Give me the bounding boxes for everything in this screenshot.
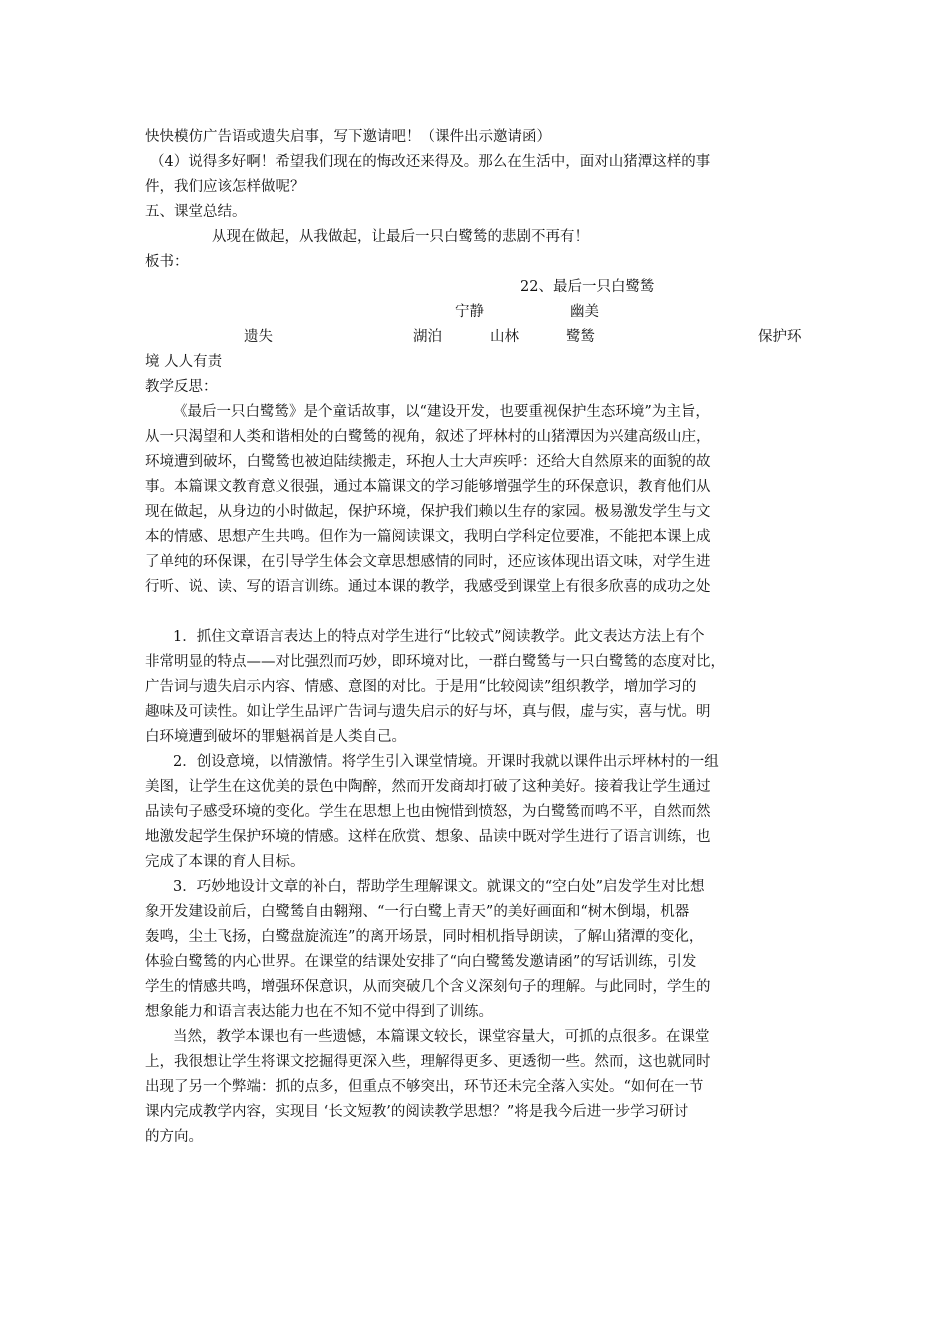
board-baohu: 保护环 — [758, 329, 802, 345]
text-line: 的方向。 — [145, 1129, 203, 1145]
text-line: 品读句子感受环境的变化。学生在思想上也由惋惜到愤怒，为白鹭鸶而鸣不平，自然而然 — [145, 804, 711, 820]
top-line-2: （4）说得多好啊！希望我们现在的悔改还来得及。那么在生活中，面对山猪潭这样的事 — [150, 154, 711, 170]
board-wrap-line: 境 人人有责 — [145, 354, 223, 370]
text-line: 完成了本课的育人目标。 — [145, 854, 305, 870]
board-title: 22、最后一只白鹭鸶 — [520, 279, 655, 295]
text-line: 出现了另一个弊端：抓的点多，但重点不够突出，环节还未完全落入实处。“如何在一节 — [145, 1079, 704, 1095]
text-line: 白环境遭到破坏的罪魁祸首是人类自己。 — [145, 729, 406, 745]
text-line: 现在做起，从身边的小时做起，保护环境，保护我们赖以生存的家园。极易激发学生与文 — [145, 504, 711, 520]
board-label: 板书： — [145, 254, 189, 270]
board-ningjing: 宁静 — [455, 304, 484, 320]
text-line: 非常明显的特点——对比强烈而巧妙，即环境对比，一群白鹭鸶与一只白鹭鸶的态度对比， — [145, 654, 725, 670]
board-lusi: 鹭鸶 — [566, 329, 595, 345]
text-line: 广告词与遗失启示内容、情感、意图的对比。于是用“比较阅读”组织教学，增加学习的 — [145, 679, 697, 695]
text-line: 当然，教学本课也有一些遗憾，本篇课文较长，课堂容量大，可抓的点很多。在课堂 — [173, 1029, 710, 1045]
text-line: 行听、说、读、写的语言训练。通过本课的教学，我感受到课堂上有很多欣喜的成功之处 — [145, 579, 711, 595]
reflection-label: 教学反思： — [145, 379, 218, 395]
text-line: 学生的情感共鸣，增强环保意识，从而突破几个含义深刻句子的理解。与此同时，学生的 — [145, 979, 711, 995]
board-hubo: 湖泊 — [413, 329, 442, 345]
text-line: 环境遭到破坏，白鹭鸶也被迫陆续搬走，环抱人士大声疾呼：还给大自然原来的面貌的故 — [145, 454, 711, 470]
section-five-heading: 五、课堂总结。 — [145, 204, 247, 220]
text-line: 事。本篇课文教育意义很强，通过本篇课文的学习能够增强学生的环保意识，教育他们从 — [145, 479, 711, 495]
text-line: 从一只渴望和人类和谐相处的白鹭鸶的视角，叙述了坪林村的山猪潭因为兴建高级山庄， — [145, 429, 711, 445]
text-line: 想象能力和语言表达能力也在不知不觉中得到了训练。 — [145, 1004, 493, 1020]
board-yishi: 遗失 — [244, 329, 273, 345]
text-line: 3．巧妙地设计文章的补白，帮助学生理解课文。就课文的“空白处”启发学生对比想 — [173, 879, 705, 895]
text-line: 《最后一只白鹭鸶》是个童话故事，以“建设开发，也要重视保护生态环境”为主旨， — [173, 404, 710, 420]
top-line-1: 快快模仿广告语或遗失启事，写下邀请吧！（课件出示邀请函） — [145, 129, 551, 145]
text-line: 轰鸣，尘土飞扬，白鹭盘旋流连”的离开场景，同时相机指导朗读，了解山猪潭的变化， — [145, 929, 704, 945]
text-line: 2．创设意境，以情激情。将学生引入课堂情境。开课时我就以课件出示坪林村的一组 — [173, 754, 719, 770]
text-line: 课内完成教学内容，实现目 ‘长文短教’的阅读教学思想？”将是我今后进一步学习研讨 — [145, 1104, 689, 1120]
text-line: 体验白鹭鸶的内心世界。在课堂的结课处安排了“向白鹭鸶发邀请函”的写话训练，引发 — [145, 954, 697, 970]
text-line: 1．抓住文章语言表达上的特点对学生进行“比较式”阅读教学。此文表达方法上有个 — [173, 629, 705, 645]
text-line: 地激发起学生保护环境的情感。这样在欣赏、想象、品读中既对学生进行了语言训练，也 — [145, 829, 711, 845]
text-line: 美图，让学生在这优美的景色中陶醉，然而开发商却打破了这种美好。接着我让学生通过 — [145, 779, 711, 795]
text-line: 趣味及可读性。如让学生品评广告词与遗失启示的好与坏，真与假，虚与实，喜与忧。明 — [145, 704, 711, 720]
board-youmei: 幽美 — [570, 304, 599, 320]
text-line: 了单纯的环保课，在引导学生体会文章思想感情的同时，还应该体现出语文味，对学生进 — [145, 554, 711, 570]
text-line: 上，我很想让学生将课文挖掘得更深入些，理解得更多、更透彻一些。然而，这也就同时 — [145, 1054, 711, 1070]
board-shanlin: 山林 — [490, 329, 519, 345]
top-line-3: 件，我们应该怎样做呢？ — [145, 179, 305, 195]
text-line: 本的情感、思想产生共鸣。但作为一篇阅读课文，我明白学科定位要准，不能把本课上成 — [145, 529, 711, 545]
text-line: 象开发建设前后，白鹭鸶自由翱翔、“一行白鹭上青天”的美好画面和“树木倒塌，机器 — [145, 904, 690, 920]
summary-line: 从现在做起，从我做起，让最后一只白鹭鸶的悲剧不再有！ — [212, 229, 589, 245]
